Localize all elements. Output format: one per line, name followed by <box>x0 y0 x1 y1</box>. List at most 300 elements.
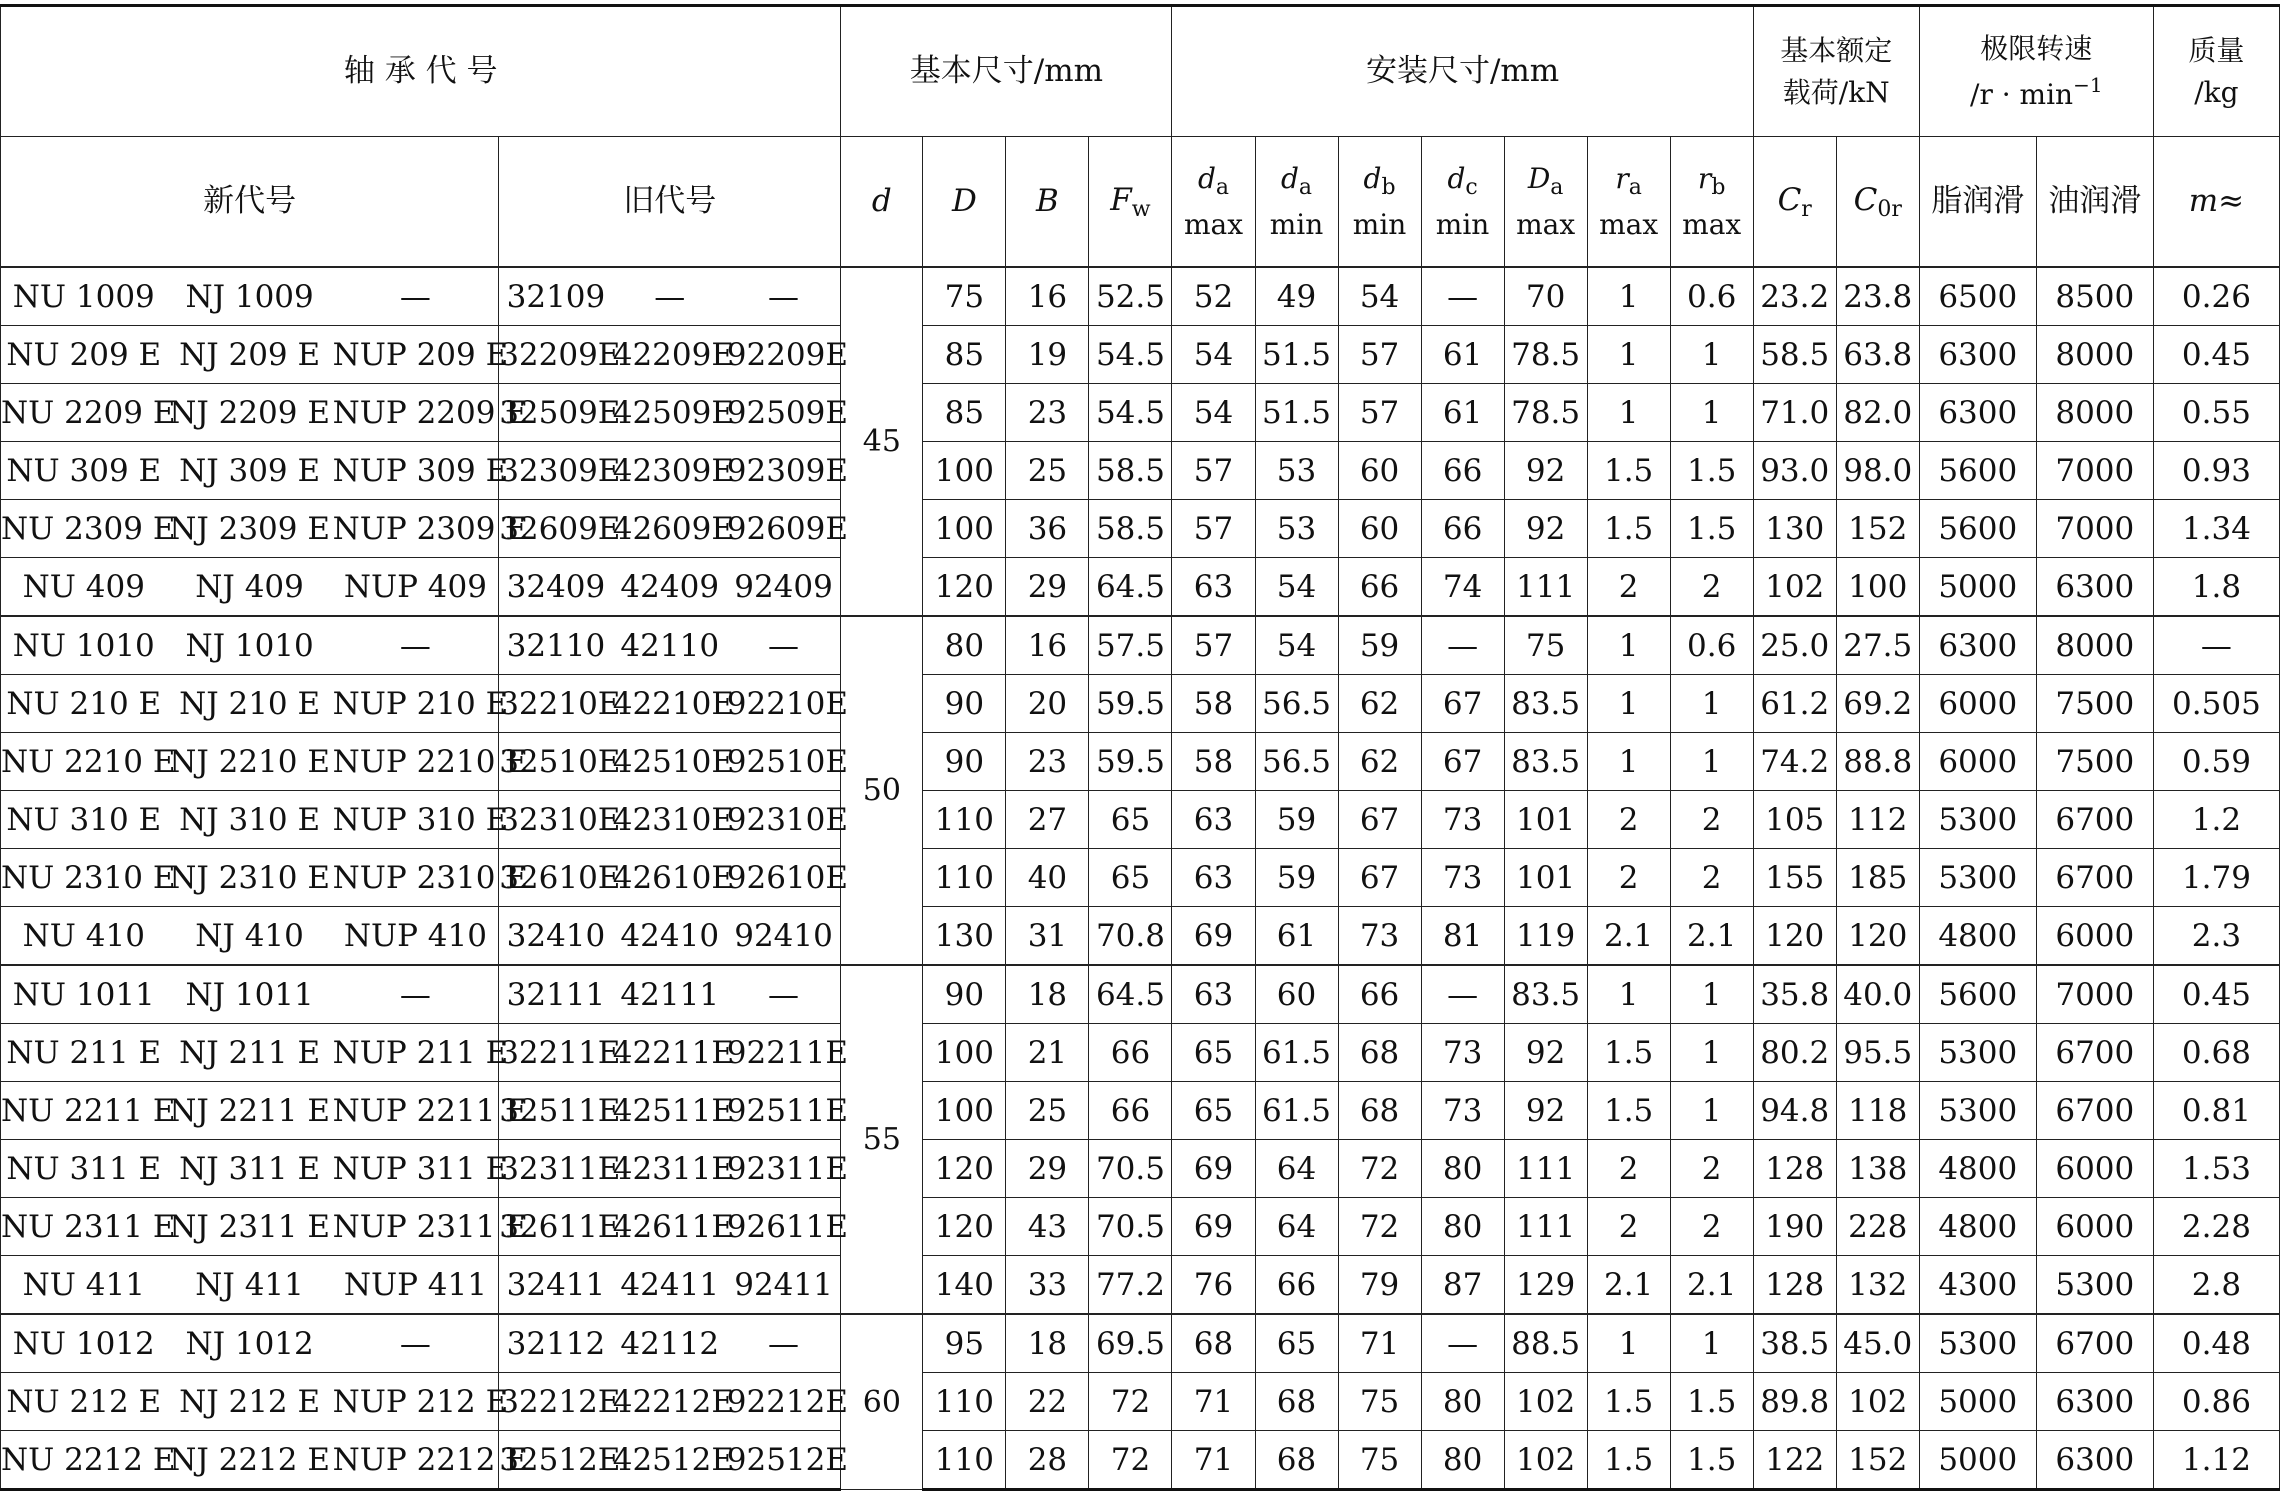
table-cell: 57.5 <box>1089 616 1172 675</box>
table-cell: NUP 2309 E <box>333 500 499 558</box>
table-cell: NUP 2310 E <box>333 849 499 907</box>
table-cell: 88.8 <box>1836 733 1919 791</box>
table-cell: 92 <box>1504 442 1587 500</box>
table-cell: 85 <box>923 326 1006 384</box>
table-cell: 92311E <box>727 1140 841 1198</box>
col-da-min: $d_a$ min <box>1255 137 1338 268</box>
table-cell: 2 <box>1670 1198 1753 1256</box>
table-cell: 42209E <box>613 326 727 384</box>
bore-diameter-cell: 55 <box>841 965 923 1314</box>
table-cell: 152 <box>1836 500 1919 558</box>
table-cell: 66 <box>1338 558 1421 617</box>
col-ra-max: $r_a$ max <box>1587 137 1670 268</box>
table-cell: NU 2310 E <box>1 849 167 907</box>
table-row <box>1 616 2280 675</box>
table-cell: 28 <box>1006 1431 1089 1490</box>
table-cell: 18 <box>1006 1314 1089 1373</box>
table-cell: 54 <box>1255 558 1338 617</box>
table-cell: 27.5 <box>1836 616 1919 675</box>
table-cell: 80 <box>1421 1373 1504 1431</box>
table-cell: 94.8 <box>1753 1082 1836 1140</box>
table-cell: 68 <box>1255 1431 1338 1490</box>
col-mass: m≈ <box>2153 137 2279 268</box>
table-cell: 54 <box>1338 267 1421 326</box>
table-cell: 5300 <box>1919 1024 2036 1082</box>
table-cell: 64.5 <box>1089 965 1172 1024</box>
table-cell: 70.5 <box>1089 1140 1172 1198</box>
table-cell: 23 <box>1006 384 1089 442</box>
col-C0r: $C_{0r}$ <box>1836 137 1919 268</box>
table-cell: 110 <box>923 1373 1006 1431</box>
table-cell: 130 <box>923 907 1006 966</box>
table-cell: 70.5 <box>1089 1198 1172 1256</box>
table-cell: 32110 <box>499 616 613 675</box>
table-cell: NUP 411 <box>333 1256 499 1315</box>
table-cell: 69 <box>1172 1198 1255 1256</box>
table-cell: — <box>2153 616 2279 675</box>
table-cell: NJ 2311 E <box>167 1198 333 1256</box>
table-cell: 6300 <box>1919 384 2036 442</box>
table-cell: NU 211 E <box>1 1024 167 1082</box>
table-cell: 1.8 <box>2153 558 2279 617</box>
table-cell: NJ 212 E <box>167 1373 333 1431</box>
table-cell: 110 <box>923 791 1006 849</box>
table-cell: 43 <box>1006 1198 1089 1256</box>
table-cell: 90 <box>923 733 1006 791</box>
table-cell: 5600 <box>1919 442 2036 500</box>
table-cell: NJ 2212 E <box>167 1431 333 1490</box>
table-cell: 2 <box>1587 791 1670 849</box>
table-cell: 70 <box>1504 267 1587 326</box>
table-cell: 73 <box>1421 1082 1504 1140</box>
table-cell: 102 <box>1504 1431 1587 1490</box>
table-cell: 70.8 <box>1089 907 1172 966</box>
col-da-max: $d_a$ max <box>1172 137 1255 268</box>
table-cell: 42609E <box>613 500 727 558</box>
table-cell: 63.8 <box>1836 326 1919 384</box>
table-cell: 0.45 <box>2153 326 2279 384</box>
table-cell: 102 <box>1504 1373 1587 1431</box>
table-cell: 6000 <box>2036 1198 2153 1256</box>
bore-diameter-cell: 50 <box>841 616 923 965</box>
table-cell: 6500 <box>1919 267 2036 326</box>
table-cell: 6300 <box>2036 558 2153 617</box>
table-cell: 93.0 <box>1753 442 1836 500</box>
table-cell: 59.5 <box>1089 733 1172 791</box>
table-cell: — <box>727 267 841 326</box>
table-cell: — <box>1421 267 1504 326</box>
table-cell: NJ 309 E <box>167 442 333 500</box>
table-cell: 6700 <box>2036 1082 2153 1140</box>
table-cell: 65 <box>1172 1082 1255 1140</box>
table-cell: 57 <box>1172 500 1255 558</box>
table-cell: 185 <box>1836 849 1919 907</box>
table-cell: 120 <box>923 1198 1006 1256</box>
table-cell: 1 <box>1587 267 1670 326</box>
table-cell: 68 <box>1255 1373 1338 1431</box>
table-cell: 0.6 <box>1670 616 1753 675</box>
table-cell: 74.2 <box>1753 733 1836 791</box>
table-cell: 52.5 <box>1089 267 1172 326</box>
table-cell: 23 <box>1006 733 1089 791</box>
table-cell: 63 <box>1172 849 1255 907</box>
table-cell: NUP 212 E <box>333 1373 499 1431</box>
table-cell: 31 <box>1006 907 1089 966</box>
table-cell: 42509E <box>613 384 727 442</box>
table-cell: NUP 2209 E <box>333 384 499 442</box>
rated-load-header: 基本额定 载荷/kN <box>1753 6 1919 137</box>
table-cell: 1.5 <box>1587 1082 1670 1140</box>
table-cell: NU 210 E <box>1 675 167 733</box>
table-cell: 102 <box>1836 1373 1919 1431</box>
table-cell: 42512E <box>613 1431 727 1490</box>
col-grease: 脂润滑 <box>1919 137 2036 268</box>
table-cell: 6700 <box>2036 1314 2153 1373</box>
table-cell: 32109 <box>499 267 613 326</box>
table-cell: 4800 <box>1919 907 2036 966</box>
table-cell: 2 <box>1587 849 1670 907</box>
table-cell: 1.5 <box>1670 1373 1753 1431</box>
table-cell: 1 <box>1587 384 1670 442</box>
table-cell: 2 <box>1670 1140 1753 1198</box>
table-cell: NJ 1012 <box>167 1314 333 1373</box>
table-cell: 54 <box>1255 616 1338 675</box>
table-cell: NJ 2210 E <box>167 733 333 791</box>
table-cell: NU 1012 <box>1 1314 167 1373</box>
table-cell: 71.0 <box>1753 384 1836 442</box>
table-cell: 81 <box>1421 907 1504 966</box>
table-cell: 1.12 <box>2153 1431 2279 1490</box>
table-cell: 92 <box>1504 500 1587 558</box>
table-cell: NJ 2211 E <box>167 1082 333 1140</box>
table-cell: 100 <box>923 442 1006 500</box>
table-cell: 57 <box>1172 616 1255 675</box>
table-cell: — <box>613 267 727 326</box>
table-cell: 118 <box>1836 1082 1919 1140</box>
table-cell: 8000 <box>2036 616 2153 675</box>
table-cell: 100 <box>923 1082 1006 1140</box>
table-cell: 140 <box>923 1256 1006 1315</box>
table-cell: NJ 310 E <box>167 791 333 849</box>
table-cell: 110 <box>923 1431 1006 1490</box>
table-cell: 0.505 <box>2153 675 2279 733</box>
table-cell: 56.5 <box>1255 733 1338 791</box>
table-cell: 80 <box>1421 1431 1504 1490</box>
table-cell: NUP 210 E <box>333 675 499 733</box>
table-cell: 7500 <box>2036 675 2153 733</box>
table-cell: 5600 <box>1919 965 2036 1024</box>
table-cell: 2.1 <box>1587 1256 1670 1315</box>
bore-diameter-cell: 45 <box>841 267 923 616</box>
table-cell: 21 <box>1006 1024 1089 1082</box>
table-cell: 56.5 <box>1255 675 1338 733</box>
table-cell: 32409 <box>499 558 613 617</box>
table-cell: 1.5 <box>1670 500 1753 558</box>
table-cell: 102 <box>1753 558 1836 617</box>
table-cell: 73 <box>1338 907 1421 966</box>
table-cell: NU 2212 E <box>1 1431 167 1490</box>
table-cell: 66 <box>1089 1082 1172 1140</box>
table-cell: 6300 <box>1919 616 2036 675</box>
table-cell: NU 1010 <box>1 616 167 675</box>
table-cell: 83.5 <box>1504 733 1587 791</box>
table-cell: 88.5 <box>1504 1314 1587 1373</box>
table-cell: 59 <box>1338 616 1421 675</box>
table-cell: 2 <box>1587 1140 1670 1198</box>
table-cell: NUP 2210 E <box>333 733 499 791</box>
table-cell: — <box>333 965 499 1024</box>
table-cell: 42411 <box>613 1256 727 1315</box>
table-cell: 0.6 <box>1670 267 1753 326</box>
table-cell: 71 <box>1172 1431 1255 1490</box>
basic-dims-header: 基本尺寸/mm <box>841 6 1172 137</box>
table-cell: 0.86 <box>2153 1373 2279 1431</box>
table-cell: 98.0 <box>1836 442 1919 500</box>
table-cell: 85 <box>923 384 1006 442</box>
table-cell: 8500 <box>2036 267 2153 326</box>
table-cell: 89.8 <box>1753 1373 1836 1431</box>
bearing-code-header: 轴 承 代 号 <box>1 6 841 137</box>
table-cell: NU 2309 E <box>1 500 167 558</box>
table-cell: 40 <box>1006 849 1089 907</box>
table-cell: 71 <box>1172 1373 1255 1431</box>
table-cell: 0.59 <box>2153 733 2279 791</box>
table-row <box>1 384 2280 442</box>
table-cell: NJ 209 E <box>167 326 333 384</box>
table-cell: 51.5 <box>1255 326 1338 384</box>
table-cell: 62 <box>1338 675 1421 733</box>
table-row <box>1 1431 2280 1490</box>
table-cell: 1 <box>1670 1314 1753 1373</box>
col-oil: 油润滑 <box>2036 137 2153 268</box>
table-cell: 42409 <box>613 558 727 617</box>
table-cell: 66 <box>1255 1256 1338 1315</box>
table-cell: 105 <box>1753 791 1836 849</box>
table-cell: 38.5 <box>1753 1314 1836 1373</box>
table-row <box>1 965 2280 1024</box>
table-cell: 82.0 <box>1836 384 1919 442</box>
col-d: d <box>841 137 923 268</box>
table-cell: NUP 311 E <box>333 1140 499 1198</box>
col-db-min: $d_b$ min <box>1338 137 1421 268</box>
table-cell: NUP 2212 E <box>333 1431 499 1490</box>
table-cell: 32509E <box>499 384 613 442</box>
table-cell: 67 <box>1338 849 1421 907</box>
table-cell: 1.5 <box>1587 442 1670 500</box>
table-cell: 6300 <box>2036 1431 2153 1490</box>
table-cell: 92611E <box>727 1198 841 1256</box>
table-cell: 2 <box>1587 1198 1670 1256</box>
table-cell: NU 410 <box>1 907 167 966</box>
table-cell: 152 <box>1836 1431 1919 1490</box>
table-cell: 72 <box>1089 1373 1172 1431</box>
table-cell: 58 <box>1172 675 1255 733</box>
table-cell: 228 <box>1836 1198 1919 1256</box>
table-cell: 5600 <box>1919 500 2036 558</box>
table-cell: NJ 1011 <box>167 965 333 1024</box>
table-cell: 1.34 <box>2153 500 2279 558</box>
table-cell: 67 <box>1338 791 1421 849</box>
table-cell: 4800 <box>1919 1140 2036 1198</box>
table-row <box>1 1256 2280 1315</box>
table-cell: — <box>727 965 841 1024</box>
table-cell: 68 <box>1338 1082 1421 1140</box>
table-cell: 92610E <box>727 849 841 907</box>
table-cell: 111 <box>1504 1198 1587 1256</box>
table-cell: NUP 209 E <box>333 326 499 384</box>
table-cell: 1 <box>1670 1024 1753 1082</box>
table-cell: 75 <box>1338 1431 1421 1490</box>
table-cell: 16 <box>1006 267 1089 326</box>
table-cell: 42511E <box>613 1082 727 1140</box>
table-cell: 42611E <box>613 1198 727 1256</box>
table-cell: 69 <box>1172 907 1255 966</box>
table-cell: 57 <box>1338 384 1421 442</box>
table-cell: 32310E <box>499 791 613 849</box>
table-cell: 32511E <box>499 1082 613 1140</box>
table-cell: 73 <box>1421 849 1504 907</box>
table-cell: NU 1011 <box>1 965 167 1024</box>
table-cell: 61.5 <box>1255 1024 1338 1082</box>
table-cell: 42311E <box>613 1140 727 1198</box>
table-cell: 61 <box>1421 384 1504 442</box>
table-cell: NJ 2209 E <box>167 384 333 442</box>
table-cell: 42610E <box>613 849 727 907</box>
table-cell: 1 <box>1587 616 1670 675</box>
table-cell: 23.2 <box>1753 267 1836 326</box>
table-cell: 7000 <box>2036 965 2153 1024</box>
table-cell: 68 <box>1172 1314 1255 1373</box>
table-cell: 101 <box>1504 791 1587 849</box>
table-cell: 1 <box>1670 326 1753 384</box>
table-cell: NJ 1009 <box>167 267 333 326</box>
table-cell: 42210E <box>613 675 727 733</box>
table-cell: NJ 2310 E <box>167 849 333 907</box>
table-cell: 66 <box>1089 1024 1172 1082</box>
table-cell: 22 <box>1006 1373 1089 1431</box>
table-cell: 6000 <box>2036 1140 2153 1198</box>
table-cell: 6700 <box>2036 849 2153 907</box>
mass-header: 质量 /kg <box>2153 6 2279 137</box>
table-cell: 8000 <box>2036 326 2153 384</box>
table-cell: 29 <box>1006 1140 1089 1198</box>
table-cell: 1 <box>1587 965 1670 1024</box>
table-cell: NU 212 E <box>1 1373 167 1431</box>
table-cell: 92 <box>1504 1082 1587 1140</box>
table-cell: 7000 <box>2036 442 2153 500</box>
table-cell: 2.3 <box>2153 907 2279 966</box>
table-cell: 6300 <box>1919 326 2036 384</box>
table-row <box>1 267 2280 326</box>
table-cell: 69.5 <box>1089 1314 1172 1373</box>
table-cell: 1.5 <box>1670 1431 1753 1490</box>
table-cell: 1 <box>1670 384 1753 442</box>
table-cell: 62 <box>1338 733 1421 791</box>
col-Cr: $C_r$ <box>1753 137 1836 268</box>
table-cell: 60 <box>1255 965 1338 1024</box>
table-cell: 80 <box>1421 1140 1504 1198</box>
table-cell: 1.53 <box>2153 1140 2279 1198</box>
table-cell: 2.1 <box>1587 907 1670 966</box>
table-cell: NJ 211 E <box>167 1024 333 1082</box>
table-cell: 58.5 <box>1089 442 1172 500</box>
table-cell: 60 <box>1338 500 1421 558</box>
table-cell: 0.26 <box>2153 267 2279 326</box>
table-row <box>1 907 2280 966</box>
table-cell: 128 <box>1753 1256 1836 1315</box>
table-cell: 1.5 <box>1670 442 1753 500</box>
table-cell: 42410 <box>613 907 727 966</box>
old-code-header: 旧代号 <box>499 137 841 268</box>
table-cell: NU 409 <box>1 558 167 617</box>
table-cell: 42310E <box>613 791 727 849</box>
table-cell: 92209E <box>727 326 841 384</box>
table-cell: 59 <box>1255 849 1338 907</box>
table-cell: 64.5 <box>1089 558 1172 617</box>
table-cell: 0.68 <box>2153 1024 2279 1082</box>
table-cell: 5300 <box>1919 1082 2036 1140</box>
table-cell: 65 <box>1172 1024 1255 1082</box>
table-cell: 80.2 <box>1753 1024 1836 1082</box>
table-cell: 78.5 <box>1504 384 1587 442</box>
table-cell: 23.8 <box>1836 267 1919 326</box>
table-cell: 74 <box>1421 558 1504 617</box>
table-cell: 120 <box>923 558 1006 617</box>
table-cell: — <box>333 1314 499 1373</box>
table-body <box>1 267 2280 1490</box>
table-cell: 0.45 <box>2153 965 2279 1024</box>
table-row <box>1 1024 2280 1082</box>
table-cell: NUP 2211 E <box>333 1082 499 1140</box>
col-Fw: $F_w$ <box>1089 137 1172 268</box>
table-cell: 32510E <box>499 733 613 791</box>
table-cell: 63 <box>1172 791 1255 849</box>
table-cell: NUP 310 E <box>333 791 499 849</box>
table-cell: 25 <box>1006 1082 1089 1140</box>
table-cell: 5000 <box>1919 558 2036 617</box>
table-cell: 1 <box>1587 733 1670 791</box>
table-cell: NJ 1010 <box>167 616 333 675</box>
col-dc-min: $d_c$ min <box>1421 137 1504 268</box>
table-cell: 25.0 <box>1753 616 1836 675</box>
table-cell: 35.8 <box>1753 965 1836 1024</box>
table-row <box>1 1373 2280 1431</box>
table-cell: 32411 <box>499 1256 613 1315</box>
table-cell: 60 <box>1338 442 1421 500</box>
table-cell: 92509E <box>727 384 841 442</box>
table-cell: NJ 410 <box>167 907 333 966</box>
table-cell: NU 209 E <box>1 326 167 384</box>
table-cell: NUP 409 <box>333 558 499 617</box>
table-cell: 77.2 <box>1089 1256 1172 1315</box>
table-cell: 83.5 <box>1504 675 1587 733</box>
table-cell: 128 <box>1753 1140 1836 1198</box>
table-cell: 119 <box>1504 907 1587 966</box>
table-cell: 120 <box>1753 907 1836 966</box>
table-cell: NJ 2309 E <box>167 500 333 558</box>
table-cell: 92511E <box>727 1082 841 1140</box>
table-row <box>1 1314 2280 1373</box>
table-cell: 100 <box>923 1024 1006 1082</box>
table-cell: 45.0 <box>1836 1314 1919 1373</box>
table-cell: NJ 411 <box>167 1256 333 1315</box>
table-cell: 2 <box>1587 558 1670 617</box>
table-cell: NU 309 E <box>1 442 167 500</box>
table-cell: 0.48 <box>2153 1314 2279 1373</box>
table-cell: 79 <box>1338 1256 1421 1315</box>
table-cell: 92510E <box>727 733 841 791</box>
table-cell: 61.2 <box>1753 675 1836 733</box>
